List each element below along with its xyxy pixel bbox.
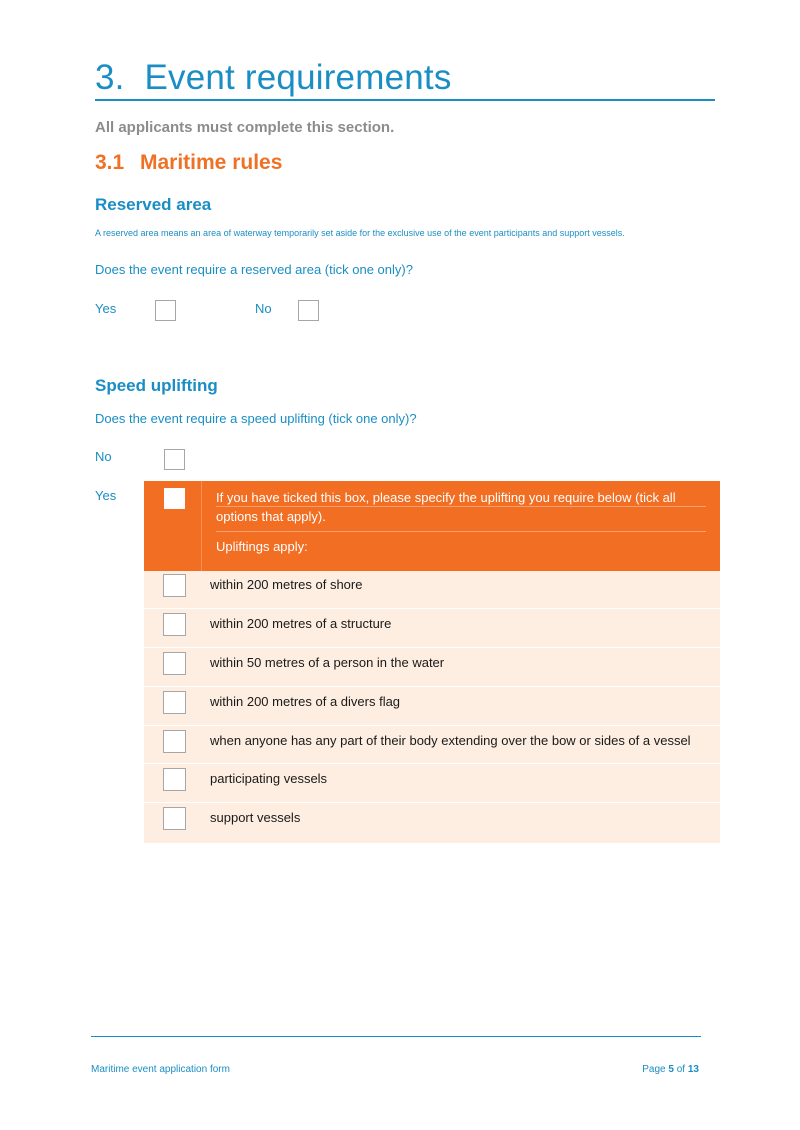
reserved-area-no-checkbox[interactable] <box>298 300 319 321</box>
option-checkbox-divers-flag[interactable] <box>163 691 186 714</box>
section-title-text: Event requirements <box>144 58 452 97</box>
option-checkbox-person[interactable] <box>163 652 186 675</box>
speed-uplifting-yes-label: Yes <box>95 488 117 503</box>
subsection-title <box>95 151 282 175</box>
section-title-rule <box>95 99 715 101</box>
row-divider <box>144 802 720 803</box>
row-divider <box>144 608 720 609</box>
page-word: Page <box>642 1064 666 1075</box>
uplifting-instruction: If you have ticked this box, please specify the uplifting you require below (tick all options that apply). <box>216 490 676 524</box>
reserved-area-yes-label: Yes <box>95 301 117 316</box>
option-checkbox-shore[interactable] <box>163 574 186 597</box>
option-label-bow: when anyone has any part of their body extending over the bow or sides of a vessel <box>210 733 691 748</box>
subsection-number: 3.1 <box>95 151 125 174</box>
option-checkbox-participating[interactable] <box>163 768 186 791</box>
panel-divider <box>201 481 202 571</box>
speed-uplifting-heading: Speed uplifting <box>95 376 218 395</box>
option-checkbox-structure[interactable] <box>163 613 186 636</box>
reserved-area-no-label: No <box>255 301 272 316</box>
uplifts-heading: Upliftings apply: <box>216 539 308 554</box>
speed-uplifting-question: Does the event require a speed uplifting (tick one only)? <box>95 411 417 426</box>
reserved-area-question: Does the event require a reserved area (tick one only)? <box>95 262 413 277</box>
option-label-person: within 50 metres of a person in the water <box>210 655 445 670</box>
row-divider <box>144 763 720 764</box>
speed-uplifting-no-label: No <box>95 449 112 464</box>
reserved-area-heading: Reserved area <box>95 195 212 214</box>
reserved-area-description: A reserved area means an area of waterway temporarily set aside for the exclusive use of the event participants and support vessels. <box>95 228 625 238</box>
option-label-participating: participating vessels <box>210 771 328 786</box>
option-label-structure: within 200 metres of a structure <box>210 616 392 631</box>
option-label-support: support vessels <box>210 810 301 825</box>
reserved-area-yes-checkbox[interactable] <box>155 300 176 321</box>
subsection-title-text: Maritime rules <box>140 151 283 174</box>
page-of: of <box>676 1064 686 1075</box>
speed-uplifting-yes-checkbox[interactable] <box>164 488 185 509</box>
section-title <box>95 58 452 98</box>
option-checkbox-support[interactable] <box>163 807 186 830</box>
row-divider <box>144 725 720 726</box>
row-divider <box>144 647 720 648</box>
footer-rule <box>91 1036 701 1037</box>
speed-uplifting-no-checkbox[interactable] <box>164 449 185 470</box>
page-total: 13 <box>687 1064 699 1075</box>
row-divider <box>144 686 720 687</box>
section-note: All applicants must complete this section. <box>95 119 395 136</box>
footer-form-name: Maritime event application form <box>91 1064 230 1075</box>
page-current: 5 <box>668 1064 674 1075</box>
option-label-shore: within 200 metres of shore <box>210 577 363 592</box>
option-checkbox-bow[interactable] <box>163 730 186 753</box>
footer-page-number <box>642 1064 699 1075</box>
option-label-divers-flag: within 200 metres of a divers flag <box>210 694 401 709</box>
panel-rule <box>216 531 706 532</box>
section-number: 3. <box>95 58 125 97</box>
